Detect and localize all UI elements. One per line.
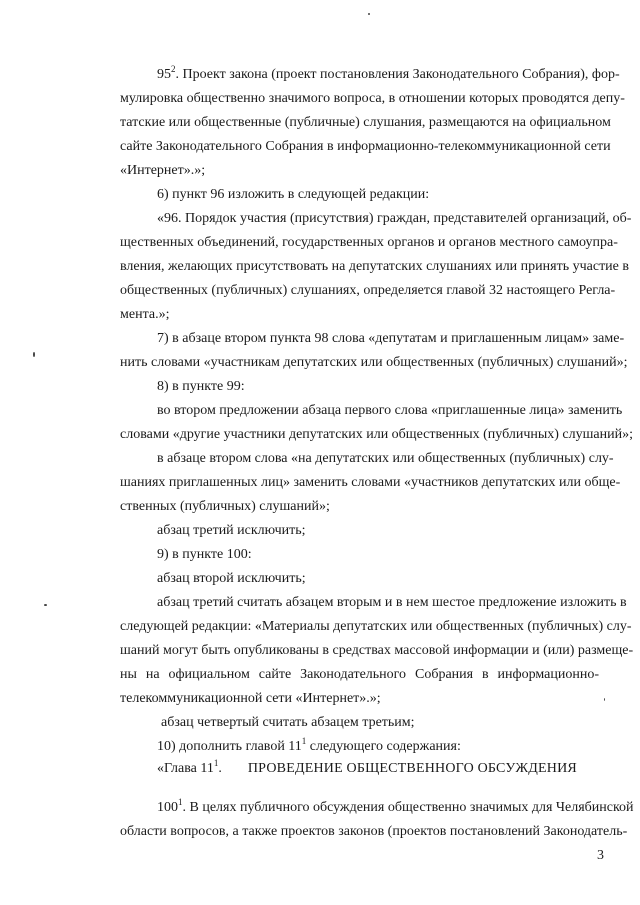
para-95-2-number: 95: [157, 67, 171, 82]
item-10-text-pre: 10) дополнить главой 11: [157, 739, 302, 754]
chapter-label-text: «Глава 11: [157, 761, 214, 776]
item-9-sub2-line-3: шаний могут быть опубликованы в средствах массовой информации и (или) размеще-: [120, 643, 634, 658]
para-100-1-superscript: 1: [178, 797, 183, 807]
para-100-1-number: 100: [157, 800, 178, 815]
para-100-1-line-2: области вопросов, а также проектов законов (проектов постановлений Законодатель-: [120, 824, 628, 839]
item-8-sub1-line-2: словами «другие участники депутатских или общественных (публичных) слушаний»;: [120, 427, 633, 442]
item-7-line-2: нить словами «участникам депутатских или общественных (публичных) слушаний»;: [120, 355, 628, 370]
item-8-sub3: абзац третий исключить;: [157, 523, 306, 538]
scan-speck: [368, 13, 370, 15]
item-9-heading: 9) в пункте 100:: [157, 547, 252, 562]
para-95-2-superscript: 2: [171, 64, 176, 74]
quote-96-line-4: общественных (публичных) слушаниях, определяется главой 32 настоящего Регла-: [120, 283, 616, 298]
para-95-2-line-3: татские или общественные (публичные) слушания, размещаются на официальном: [120, 115, 611, 130]
quote-96-line-3: вления, желающих присутствовать на депутатских слушаниях или принять участие в: [120, 259, 629, 274]
item-9-sub2-line-2: следующей редакции: «Материалы депутатских или общественных (публичных) слу-: [120, 619, 632, 634]
chapter-label: [157, 758, 222, 776]
para-95-2-line-2: мулировка общественно значимого вопроса, в отношении которых проводятся депу-: [120, 91, 625, 106]
scan-speck: [44, 604, 47, 606]
scan-speck: [604, 698, 605, 701]
item-10-text-post: следующего содержания:: [306, 739, 461, 754]
scan-speck: [33, 352, 35, 357]
item-7-line-1: 7) в абзаце втором пункта 98 слова «депутатам и приглашенным лицам» заме-: [157, 331, 625, 346]
item-9-sub3: абзац четвертый считать абзацем третьим;: [161, 715, 415, 730]
page-number: 3: [597, 848, 604, 863]
item-8-heading: 8) в пункте 99:: [157, 379, 245, 394]
chapter-title: ПРОВЕДЕНИЕ ОБЩЕСТВЕННОГО ОБСУЖДЕНИЯ: [247, 761, 577, 776]
item-8-sub2-line-2: шаниях приглашенных лиц» заменить словами «участников депутатских или обще-: [120, 475, 621, 490]
item-8-sub2-line-1: в абзаце втором слова «на депутатских или общественных (публичных) слу-: [157, 451, 614, 466]
chapter-label-superscript: 1: [213, 758, 219, 768]
para-95-2-line-5: «Интернет».»;: [120, 163, 206, 178]
item-10: [157, 736, 461, 755]
quote-96-line-5: мента.»;: [120, 307, 170, 322]
para-95-2-line-1: [157, 64, 620, 83]
quote-96-line-1: «96. Порядок участия (присутствия) граждан, представителей организаций, об-: [157, 211, 632, 226]
para-100-1-line-1: [157, 797, 634, 816]
para-95-2-text: . Проект закона (проект постановления Законодательного Собрания), фор-: [175, 67, 620, 82]
chapter-label-dot: .: [218, 761, 222, 776]
quote-96-line-2: щественных объединений, государственных органов и органов местного самоупра-: [120, 235, 618, 250]
item-10-superscript: 1: [301, 736, 307, 746]
item-9-sub2-line-1: абзац третий считать абзацем вторым и в нем шестое предложение изложить в: [157, 595, 627, 610]
item-9-sub2-line-4: ны на официальном сайте Законодательного Собрания в информационно-: [120, 667, 599, 682]
para-100-1-text: . В целях публичного обсуждения общественно значимых для Челябинской: [182, 800, 634, 815]
item-9-sub2-line-5: телекоммуникационной сети «Интернет».»;: [120, 691, 381, 706]
item-9-sub1: абзац второй исключить;: [157, 571, 306, 586]
item-8-sub2-line-3: ственных (публичных) слушаний»;: [120, 499, 330, 514]
chapter-heading: [157, 758, 577, 777]
item-6: 6) пункт 96 изложить в следующей редакции:: [157, 187, 430, 202]
para-95-2-line-4: сайте Законодательного Собрания в информационно-телекоммуникационной сети: [120, 139, 611, 154]
item-8-sub1-line-1: во втором предложении абзаца первого слова «приглашенные лица» заменить: [157, 403, 623, 418]
